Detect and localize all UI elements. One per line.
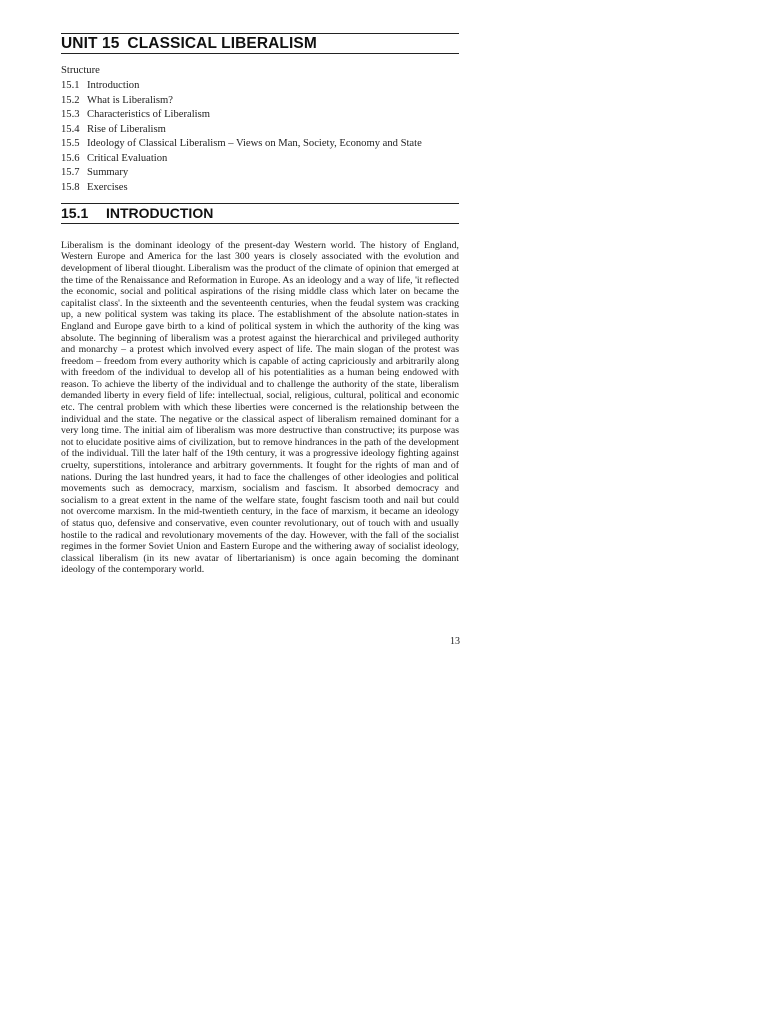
top-rule — [61, 33, 459, 34]
structure-list — [61, 64, 459, 195]
structure-item — [61, 137, 459, 152]
unit-name: CLASSICAL LIBERALISM — [127, 35, 317, 52]
section-top-rule — [61, 203, 459, 204]
structure-item-number: 15.6 — [61, 152, 80, 164]
unit-title — [61, 35, 459, 53]
structure-item-title: Introduction — [87, 80, 140, 91]
title-underline-rule — [61, 53, 459, 54]
structure-heading: Structure — [61, 65, 100, 76]
structure-item-number: 15.1 — [61, 80, 80, 91]
structure-item-number: 15.3 — [61, 109, 80, 120]
structure-item — [61, 94, 459, 109]
structure-item — [61, 181, 459, 196]
structure-item-title: Characteristics of Liberalism — [87, 109, 210, 120]
structure-item-number: 15.8 — [61, 181, 80, 193]
structure-item-number: 15.7 — [61, 167, 80, 178]
structure-item-number: 15.5 — [61, 138, 80, 149]
structure-item — [61, 152, 459, 167]
introduction-paragraph: Liberalism is the dominant ideology of the present-day Western world. The history of England, Western Europe and America for the last 300 years is closely associated with the evolution and development of liberal tliought. Liberalism was the product of the climate of opinion that emerged at the time of the Renaissance and Reformation in Europe. As an ideology and a way of life, 'it reflected the economic, social and political aspirations of the rising middle class which later on became the capitalist class'. In the sixteenth and the seventeenth centuries, when the feudal system was cracking up, a new political system was taking its place. The establishment of the absolute nation-states in England and Europe gave birth to a kind of political system in which the authority of the king was absolute. The beginning of liberalism was a protest against the hierarchical and privileged authority and monarchy – a protest which involved every aspect of life. The main slogan of the protest was freedom – freedom from every authority which is capable of acting capriciously and arbitrarily along with freedom of the individual to develop all of his potentialities as a human being endowed with reason. To achieve the liberty of the individual and to challenge the authority of the state, liberalism demanded liberty in every field of life: intellectual, social, religious, cultural, political and economic etc. The central problem with which these liberties were concerned is the relationship between the individual and the state. The negative or the classical aspect of liberalism remained dominant for a very long time. The initial aim of liberalism was more destructive than constructive; its purpose was not to elucidate positive aims of civilization, but to remove hindrances in the path of the development of the individual. Till the later half of the 19th century, it was a progressive ideology fighting against cruelty, superstitions, intolerance and arbitrary governments. It fought for the rights of man and of nations. During the last hundred years, it had to face the challenges of other ideologies and political movements such as democracy, marxism, socialism and fascism. It absorbed democracy and socialism to a great extent in the name of the welfare state, fought fascism tooth and nail but could not overcome marxism. In the mid-twentieth century, in the face of marxism, it became an ideology of status quo, defensive and conservative, even counter revolutionary, out of touch with and usually hostile to the radical and revolutionary movements of the day. However, with the fall of the socialist regimes in the former Soviet Union and Eastern Europe and the withering away of socialist ideology, classical liberalism (in its new avatar of libertarianism) is once again becoming the dominant ideology of the contemporary world. — [61, 239, 459, 576]
structure-item-number: 15.2 — [61, 94, 80, 106]
structure-item-title: What is Liberalism? — [87, 94, 173, 106]
structure-item-title: Summary — [87, 167, 129, 178]
section-number: 15.1 — [61, 205, 89, 221]
structure-item — [61, 166, 459, 181]
structure-item — [61, 123, 459, 138]
structure-item-title: Rise of Liberalism — [87, 123, 166, 135]
structure-item-title: Ideology of Classical Liberalism – Views on Man, Society, Economy and State — [87, 138, 422, 149]
structure-item-title: Critical Evaluation — [87, 152, 168, 164]
structure-item — [61, 108, 459, 123]
section-underline-rule — [61, 223, 459, 224]
unit-label: UNIT 15 — [61, 35, 120, 52]
structure-item — [61, 79, 459, 94]
structure-item-number: 15.4 — [61, 123, 80, 135]
section-title: INTRODUCTION — [106, 205, 214, 221]
structure-item-title: Exercises — [87, 181, 128, 193]
section-heading — [61, 205, 459, 221]
page-number: 13 — [450, 636, 460, 647]
